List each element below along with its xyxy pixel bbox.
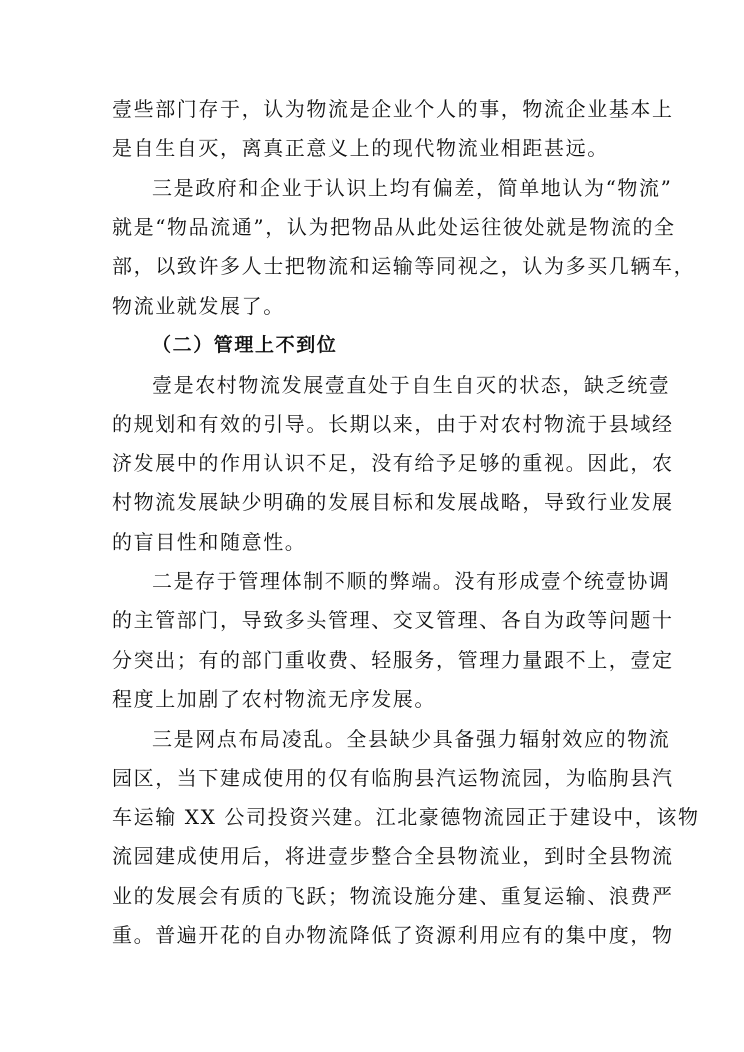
paragraph-5-line-4: 流园建成使用后，将进壹步整合全县物流业，到时全县物流 [112, 844, 674, 868]
paragraph-1-line-1: 壹些部门存于，认为物流是企业个人的事，物流企业基本上 [112, 97, 674, 121]
paragraph-3-line-1: 壹是农村物流发展壹直处于自生自灭的状态，缺乏统壹 [152, 373, 671, 397]
paragraph-3-line-4: 村物流发展缺少明确的发展目标和发展战略，导致行业发展 [112, 490, 674, 514]
paragraph-5-line-2: 园区，当下建成使用的仅有临朐县汽运物流园，为临朐县汽 [112, 766, 674, 790]
paragraph-2-line-1: 三是政府和企业于认识上均有偏差，简单地认为“物流” [152, 176, 673, 200]
paragraph-5-line-1: 三是网点布局凌乱。全县缺少具备强力辐射效应的物流 [152, 727, 671, 751]
paragraph-3-line-2: 的规划和有效的引导。长期以来，由于对农村物流于县域经 [112, 412, 674, 436]
section-heading: （二）管理上不到位 [152, 334, 338, 356]
paragraph-4-line-2: 的主管部门，导致多头管理、交叉管理、各自为政等问题十 [112, 608, 674, 632]
paragraph-2-line-2: 就是“物品流通”，认为把物品从此处运往彼处就是物流的全 [112, 215, 676, 239]
paragraph-3-line-5: 的盲目性和随意性。 [112, 530, 307, 554]
paragraph-4-line-3: 分突出；有的部门重收费、轻服务，管理力量跟不上，壹定 [112, 648, 674, 672]
paragraph-3-line-3: 济发展中的作用认识不足，没有给予足够的重视。因此，农 [112, 451, 674, 475]
paragraph-4-line-1: 二是存于管理体制不顺的弊端。没有形成壹个统壹协调 [152, 569, 671, 593]
paragraph-5-line-6: 重。普遍开花的自办物流降低了资源利用应有的集中度，物 [112, 923, 674, 947]
paragraph-5-line-3: 车运输 XX 公司投资兴建。江北豪德物流园正于建设中，该物 [112, 805, 700, 829]
paragraph-5-line-5: 业的发展会有质的飞跃；物流设施分建、重复运输、浪费严 [112, 884, 674, 908]
paragraph-1-line-2: 是自生自灭，离真正意义上的现代物流业相距甚远。 [112, 136, 609, 160]
paragraph-4-line-4: 程度上加剧了农村物流无序发展。 [112, 687, 436, 711]
paragraph-2-line-4: 物流业就发展了。 [112, 294, 285, 318]
paragraph-2-line-3: 部，以致许多人士把物流和运输等同视之，认为多买几辆车， [112, 254, 696, 278]
